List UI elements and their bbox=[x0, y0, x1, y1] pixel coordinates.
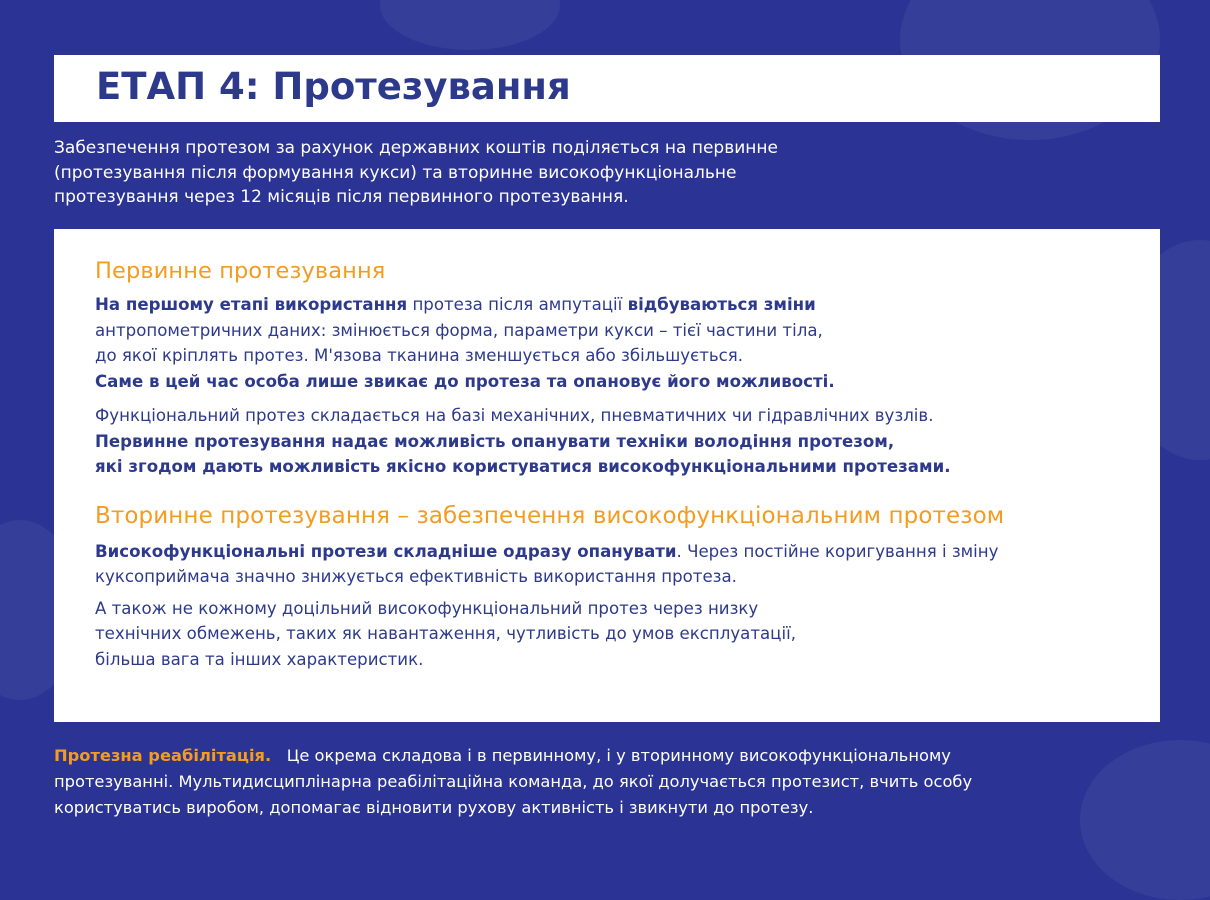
secondary-paragraph-2 bbox=[95, 596, 1145, 673]
intro-line: протезування через 12 місяців після первинного протезування. bbox=[54, 187, 629, 207]
body-text: до якої кріплять протез. М'язова тканина зменшується або збільшується. bbox=[95, 346, 744, 365]
intro-line: (протезування після формування кукси) та вторинне високофункціональне bbox=[54, 162, 737, 183]
bold-text: На першому етапі використання bbox=[95, 295, 408, 314]
content-card-body bbox=[95, 258, 1145, 672]
footer-text: протезуванні. Мультидисциплінарна реабілітаційна команда, до якої долучається протезист, вчить особу bbox=[54, 772, 973, 791]
bold-text: Саме в цей час особа лише звикає до протеза та опановує його можливості. bbox=[95, 371, 835, 391]
intro-line: Забезпечення протезом за рахунок державних коштів поділяється на первинне bbox=[54, 138, 778, 158]
body-text: технічних обмежень, таких як навантаження, чутливість до умов експлуатації, bbox=[95, 624, 796, 643]
footer-highlight: Протезна реабілітація. bbox=[54, 746, 272, 765]
title-banner bbox=[54, 55, 1160, 122]
secondary-prosthetics-heading: Вторинне протезування – забезпечення високофункціональним протезом bbox=[95, 502, 1005, 529]
primary-paragraph-1 bbox=[95, 292, 1145, 394]
bold-text: Високофункціональні протези складніше одразу опанувати bbox=[95, 541, 677, 561]
footer-note bbox=[54, 743, 1134, 821]
body-text: Функціональний протез складається на базі механічних, пневматичних чи гідравлічних вузлів. bbox=[95, 406, 934, 425]
bold-text: Первинне протезування надає можливість опанувати техніки володіння протезом, bbox=[95, 431, 895, 451]
footer-text: користуватись виробом, допомагає відновити рухову активність і звикнути до протезу. bbox=[54, 798, 814, 817]
body-text: протеза після ампутації bbox=[407, 295, 628, 314]
primary-prosthetics-heading: Первинне протезування bbox=[95, 258, 386, 284]
content-card bbox=[54, 229, 1160, 722]
intro-paragraph bbox=[54, 136, 954, 210]
body-text: куксоприймача значно знижується ефективність використання протеза. bbox=[95, 567, 737, 586]
bold-text: відбуваються зміни bbox=[627, 295, 816, 314]
body-text: більша вага та інших характеристик. bbox=[95, 649, 424, 669]
body-text: антропометричних даних: змінюється форма, параметри кукси – тієї частини тіла, bbox=[95, 320, 823, 340]
footer-text: Це окрема складова і в первинному, і у вторинному високофункціональному bbox=[286, 746, 951, 765]
page-title: ЕТАП 4: Протезування bbox=[96, 65, 571, 108]
body-text: А також не кожному доцільний високофункціональний протез через низку bbox=[95, 598, 759, 618]
background-decoration bbox=[380, 0, 560, 50]
body-text: . Через постійне коригування і зміну bbox=[676, 541, 999, 561]
bold-text: які згодом дають можливість якісно користуватися високофункціональними протезами. bbox=[95, 457, 951, 476]
secondary-paragraph-1 bbox=[95, 539, 1145, 590]
primary-paragraph-2 bbox=[95, 403, 1145, 480]
